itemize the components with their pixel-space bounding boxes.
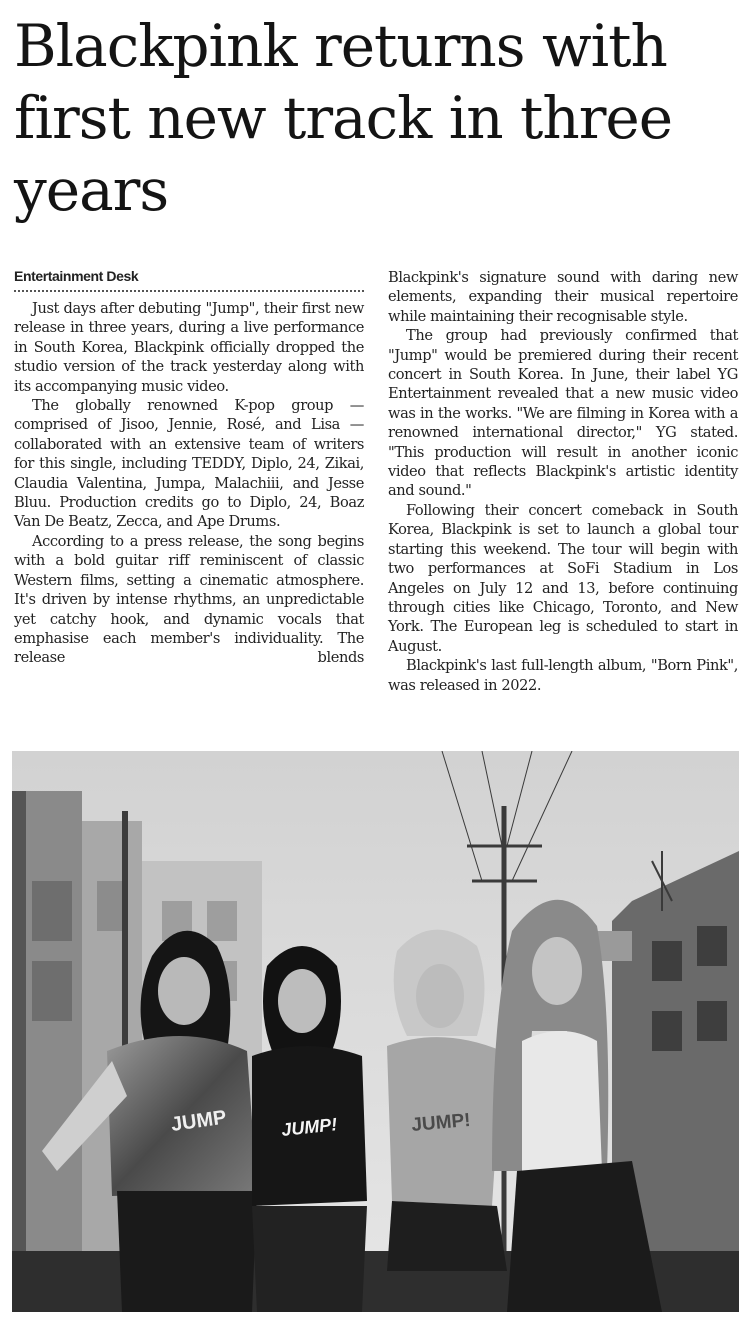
paragraph: Just days after debuting "Jump", their first new release in three years, during a live performance in South Korea, Blackpink officially dropped the studio version of the track yesterday along with its accompanying music video. bbox=[14, 300, 364, 395]
article-column-right bbox=[388, 268, 738, 695]
shirt-print-2: JUMP! bbox=[280, 1114, 339, 1140]
paragraph: Following their concert comeback in South Korea, Blackpink is set to launch a global tour starting this weekend. The tour will begin with two performances at SoFi Stadium in Los Angeles on July 12 and 13, before continuing through cities like Chicago, Toronto, and New York. The European leg is scheduled to start in August. bbox=[388, 501, 738, 655]
paragraph: The globally renowned K-pop group — comprised of Jisoo, Jennie, Rosé, and Lisa — collaborated with an extensive team of writers for this single, including TEDDY, Diplo, 24, Zikai, Claudia Valentina, Jumpa, Malachiii, and Jesse Bluu. Production credits go to Diplo, 24, Boaz Van De Beatz, Zecca, and Ape Drums. bbox=[14, 397, 364, 531]
paragraph: Blackpink's last full-length album, "Born Pink", was released in 2022. bbox=[388, 657, 738, 694]
paragraph: According to a press release, the song begins with a bold guitar riff reminiscent of classic Western films, setting a cinematic atmosphere. It's driven by intense rhythms, an unpredictable yet catchy hook, and dynamic vocals that emphasise each member's individuality. The release blends bbox=[14, 532, 364, 667]
group-photo bbox=[12, 751, 739, 1312]
headline: Blackpink returns with first new track in three years bbox=[14, 12, 673, 224]
article-column-left bbox=[14, 266, 364, 668]
paragraph: Blackpink's signature sound with daring new elements, expanding their musical repertoire while maintaining their recognisable style. bbox=[388, 269, 738, 325]
shirt-print-1: JUMP bbox=[169, 1106, 228, 1136]
byline: Entertainment Desk bbox=[14, 266, 364, 292]
shirt-print-3: JUMP! bbox=[410, 1109, 472, 1136]
paragraph: The group had previously confirmed that "Jump" would be premiered during their recent concert in South Korea. In June, their label YG Entertainment revealed that a new music video was in the works. "We are filming in Korea with a renowned international director," YG stated. "This production will result in another iconic video that reflects Blackpink's artistic identity and sound." bbox=[388, 327, 738, 500]
